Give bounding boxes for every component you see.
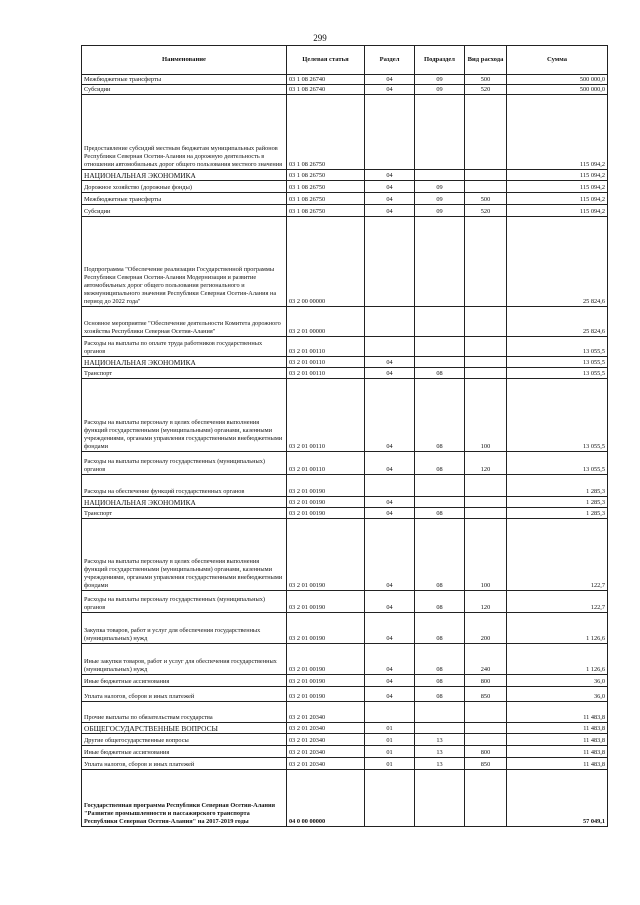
- cell-name: Другие общегосударственные вопросы: [82, 734, 287, 746]
- cell-sum: 1 126,6: [507, 644, 608, 675]
- cell-sum: 57 049,1: [507, 770, 608, 827]
- cell-code: 03 2 01 00110: [287, 379, 365, 452]
- cell-sum: 115 094,2: [507, 170, 608, 181]
- cell-name: Прочие выплаты по обязательствам государства: [82, 702, 287, 723]
- cell-section: 04: [365, 687, 415, 702]
- cell-section: 04: [365, 205, 415, 217]
- cell-subsection: [415, 723, 465, 734]
- cell-type: 520: [465, 85, 507, 95]
- cell-code: 03 2 01 00110: [287, 357, 365, 368]
- cell-sum: 122,7: [507, 591, 608, 613]
- cell-section: 04: [365, 170, 415, 181]
- cell-code: 03 2 01 00000: [287, 307, 365, 337]
- cell-subsection: 13: [415, 746, 465, 758]
- cell-sum: 1 126,6: [507, 613, 608, 644]
- cell-type: 850: [465, 758, 507, 770]
- table-row: [82, 379, 608, 452]
- page-number: 299: [313, 33, 327, 43]
- cell-name: Основное мероприятие "Обеспечение деятельности Комитета дорожного хозяйства Республики Северная Осетия-Алания": [82, 307, 287, 337]
- table-row: [82, 452, 608, 475]
- cell-subsection: 08: [415, 519, 465, 591]
- header-sum: Сумма: [507, 46, 608, 75]
- table-row: [82, 591, 608, 613]
- cell-subsection: 09: [415, 181, 465, 193]
- table-header-row: [82, 46, 608, 75]
- cell-section: [365, 307, 415, 337]
- cell-type: 500: [465, 193, 507, 205]
- cell-type: [465, 217, 507, 307]
- cell-subsection: 08: [415, 452, 465, 475]
- cell-sum: 13 055,5: [507, 368, 608, 379]
- cell-sum: 115 094,2: [507, 95, 608, 170]
- cell-sum: 11 483,8: [507, 746, 608, 758]
- cell-name: Иные закупки товаров, работ и услуг для обеспечения государственных (муниципальных) нужд: [82, 644, 287, 675]
- table-row: [82, 368, 608, 379]
- table-row: [82, 217, 608, 307]
- cell-name: Расходы на выплаты персоналу государственных (муниципальных) органов: [82, 452, 287, 475]
- cell-name: Расходы на выплаты по оплате труда работников государственных органов: [82, 337, 287, 357]
- cell-name: Подпрограмма "Обеспечение реализации Государственной программы Республики Северная Осетия-Алания Модернизация и развитие автомобильных дорог общего пользования регионального и межмуниципального значения Республики Северная Осетия-Алания на период до 2022 года": [82, 217, 287, 307]
- cell-code: 03 2 01 00110: [287, 452, 365, 475]
- cell-type: 100: [465, 379, 507, 452]
- table-row: [82, 357, 608, 368]
- cell-subsection: 08: [415, 644, 465, 675]
- table-row: [82, 644, 608, 675]
- table-row: [82, 205, 608, 217]
- cell-type: 800: [465, 675, 507, 687]
- cell-code: 03 2 01 00110: [287, 337, 365, 357]
- table-row: [82, 337, 608, 357]
- cell-sum: 36,0: [507, 675, 608, 687]
- cell-code: 03 1 08 26740: [287, 75, 365, 85]
- table-row: [82, 675, 608, 687]
- cell-sum: 115 094,2: [507, 193, 608, 205]
- cell-section: 04: [365, 497, 415, 508]
- cell-type: [465, 170, 507, 181]
- cell-type: 120: [465, 452, 507, 475]
- cell-code: 03 2 01 00190: [287, 508, 365, 519]
- table-row: [82, 519, 608, 591]
- cell-section: 04: [365, 368, 415, 379]
- table-row: [82, 170, 608, 181]
- cell-name: Государственная программа Республики Северная Осетия-Алания "Развитие промышленности и пассажирского транспорта Республики Северная Осетия-Алания" на 2017-2019 годы: [82, 770, 287, 827]
- cell-sum: 11 483,8: [507, 702, 608, 723]
- cell-code: 03 2 01 00190: [287, 675, 365, 687]
- cell-section: 04: [365, 508, 415, 519]
- cell-type: [465, 770, 507, 827]
- cell-code: 03 2 01 00190: [287, 497, 365, 508]
- cell-sum: 25 824,6: [507, 217, 608, 307]
- cell-code: 03 2 01 00190: [287, 591, 365, 613]
- table-row: [82, 734, 608, 746]
- table-row: [82, 475, 608, 497]
- cell-subsection: [415, 217, 465, 307]
- cell-type: 800: [465, 746, 507, 758]
- header-type: Вид расхода: [465, 46, 507, 75]
- table-row: [82, 307, 608, 337]
- cell-subsection: [415, 337, 465, 357]
- table-row: [82, 95, 608, 170]
- cell-type: [465, 475, 507, 497]
- cell-sum: 1 285,3: [507, 475, 608, 497]
- cell-type: [465, 368, 507, 379]
- cell-section: 04: [365, 181, 415, 193]
- cell-code: 03 2 01 20340: [287, 746, 365, 758]
- cell-section: 04: [365, 75, 415, 85]
- cell-sum: 500 000,0: [507, 75, 608, 85]
- table-row: [82, 770, 608, 827]
- cell-subsection: 09: [415, 193, 465, 205]
- cell-sum: 13 055,5: [507, 452, 608, 475]
- cell-name: Межбюджетные трансферты: [82, 193, 287, 205]
- cell-code: 03 2 01 20340: [287, 758, 365, 770]
- cell-name: Закупка товаров, работ и услуг для обеспечения государственных (муниципальных) нужд: [82, 613, 287, 644]
- table-row: [82, 613, 608, 644]
- cell-subsection: 08: [415, 368, 465, 379]
- cell-name: Расходы на обеспечение функций государственных органов: [82, 475, 287, 497]
- table-row: [82, 508, 608, 519]
- cell-section: 01: [365, 734, 415, 746]
- cell-section: 04: [365, 613, 415, 644]
- cell-subsection: 09: [415, 75, 465, 85]
- header-section: Раздел: [365, 46, 415, 75]
- cell-section: 04: [365, 519, 415, 591]
- cell-section: 01: [365, 758, 415, 770]
- cell-subsection: 13: [415, 758, 465, 770]
- table-row: [82, 702, 608, 723]
- cell-sum: 13 055,5: [507, 337, 608, 357]
- table-row: [82, 75, 608, 85]
- cell-code: 03 1 08 26750: [287, 181, 365, 193]
- cell-name: ОБЩЕГОСУДАРСТВЕННЫЕ ВОПРОСЫ: [82, 723, 287, 734]
- cell-sum: 500 000,0: [507, 85, 608, 95]
- cell-type: 500: [465, 75, 507, 85]
- cell-sum: 122,7: [507, 519, 608, 591]
- cell-subsection: [415, 770, 465, 827]
- table-body: [82, 75, 608, 827]
- table-row: [82, 193, 608, 205]
- cell-name: Иные бюджетные ассигнования: [82, 675, 287, 687]
- cell-code: 04 0 00 00000: [287, 770, 365, 827]
- cell-code: 03 1 08 26750: [287, 170, 365, 181]
- cell-sum: 11 483,8: [507, 723, 608, 734]
- cell-type: [465, 181, 507, 193]
- cell-subsection: [415, 307, 465, 337]
- cell-section: 04: [365, 193, 415, 205]
- cell-type: 240: [465, 644, 507, 675]
- cell-section: 04: [365, 85, 415, 95]
- cell-section: 04: [365, 379, 415, 452]
- cell-section: 04: [365, 452, 415, 475]
- cell-type: 100: [465, 519, 507, 591]
- cell-name: Иные бюджетные ассигнования: [82, 746, 287, 758]
- cell-code: 03 1 08 26750: [287, 205, 365, 217]
- cell-type: 850: [465, 687, 507, 702]
- table-row: [82, 746, 608, 758]
- cell-section: [365, 770, 415, 827]
- cell-type: 200: [465, 613, 507, 644]
- cell-subsection: 08: [415, 379, 465, 452]
- cell-subsection: 09: [415, 205, 465, 217]
- cell-subsection: 13: [415, 734, 465, 746]
- cell-name: Предоставление субсидий местным бюджетам муниципальных районов Республики Северная Осетия-Алания на дорожную деятельность в отношении автомобильных дорог общего пользования местного значения: [82, 95, 287, 170]
- cell-sum: 36,0: [507, 687, 608, 702]
- cell-type: [465, 497, 507, 508]
- cell-code: 03 2 01 00190: [287, 687, 365, 702]
- cell-type: 520: [465, 205, 507, 217]
- cell-section: [365, 337, 415, 357]
- cell-type: [465, 508, 507, 519]
- cell-name: НАЦИОНАЛЬНАЯ ЭКОНОМИКА: [82, 497, 287, 508]
- cell-subsection: 08: [415, 687, 465, 702]
- cell-section: 01: [365, 723, 415, 734]
- cell-type: [465, 734, 507, 746]
- header-name: Наименование: [82, 46, 287, 75]
- cell-section: [365, 217, 415, 307]
- cell-name: Межбюджетные трансферты: [82, 75, 287, 85]
- cell-sum: 115 094,2: [507, 181, 608, 193]
- cell-sum: 11 483,8: [507, 758, 608, 770]
- cell-code: 03 2 01 20340: [287, 734, 365, 746]
- cell-name: НАЦИОНАЛЬНАЯ ЭКОНОМИКА: [82, 357, 287, 368]
- cell-subsection: [415, 497, 465, 508]
- cell-subsection: [415, 170, 465, 181]
- cell-code: 03 2 01 00190: [287, 644, 365, 675]
- cell-name: Транспорт: [82, 368, 287, 379]
- cell-subsection: 09: [415, 85, 465, 95]
- cell-sum: 11 483,8: [507, 734, 608, 746]
- cell-type: [465, 357, 507, 368]
- header-code: Целевая статья: [287, 46, 365, 75]
- cell-name: НАЦИОНАЛЬНАЯ ЭКОНОМИКА: [82, 170, 287, 181]
- cell-name: Субсидии: [82, 85, 287, 95]
- cell-section: [365, 475, 415, 497]
- cell-subsection: 08: [415, 613, 465, 644]
- cell-code: 03 2 01 20340: [287, 723, 365, 734]
- cell-code: 03 2 01 00190: [287, 613, 365, 644]
- table-row: [82, 758, 608, 770]
- cell-code: 03 2 01 20340: [287, 702, 365, 723]
- cell-type: 120: [465, 591, 507, 613]
- cell-section: 01: [365, 746, 415, 758]
- cell-subsection: 08: [415, 591, 465, 613]
- cell-code: 03 2 00 00000: [287, 217, 365, 307]
- cell-sum: 25 824,6: [507, 307, 608, 337]
- cell-section: 04: [365, 675, 415, 687]
- cell-name: Субсидии: [82, 205, 287, 217]
- cell-subsection: [415, 95, 465, 170]
- cell-name: Уплата налогов, сборов и иных платежей: [82, 758, 287, 770]
- cell-name: Дорожное хозяйство (дорожные фонды): [82, 181, 287, 193]
- cell-name: Расходы на выплаты персоналу государственных (муниципальных) органов: [82, 591, 287, 613]
- table-row: [82, 85, 608, 95]
- cell-sum: 115 094,2: [507, 205, 608, 217]
- cell-type: [465, 702, 507, 723]
- cell-type: [465, 95, 507, 170]
- cell-code: 03 2 01 00110: [287, 368, 365, 379]
- cell-code: 03 1 08 26750: [287, 193, 365, 205]
- cell-subsection: [415, 702, 465, 723]
- cell-section: [365, 95, 415, 170]
- cell-section: 04: [365, 644, 415, 675]
- cell-subsection: [415, 357, 465, 368]
- cell-section: 04: [365, 357, 415, 368]
- cell-type: [465, 723, 507, 734]
- budget-table: [81, 45, 608, 827]
- cell-subsection: 08: [415, 675, 465, 687]
- header-subsection: Подраздел: [415, 46, 465, 75]
- cell-subsection: 08: [415, 508, 465, 519]
- table-row: [82, 687, 608, 702]
- cell-name: Уплата налогов, сборов и иных платежей: [82, 687, 287, 702]
- table-row: [82, 723, 608, 734]
- cell-sum: 1 285,3: [507, 508, 608, 519]
- cell-section: [365, 702, 415, 723]
- cell-code: 03 1 08 26750: [287, 95, 365, 170]
- cell-code: 03 1 08 26740: [287, 85, 365, 95]
- cell-subsection: [415, 475, 465, 497]
- table-row: [82, 497, 608, 508]
- table-row: [82, 181, 608, 193]
- cell-code: 03 2 01 00190: [287, 519, 365, 591]
- cell-sum: 1 285,3: [507, 497, 608, 508]
- cell-name: Расходы на выплаты персоналу в целях обеспечения выполнения функций государственными (муниципальными) органами, казенными учреждениями, органами управления государственными внебюджетными фондами: [82, 519, 287, 591]
- cell-name: Расходы на выплаты персоналу в целях обеспечения выполнения функций государственными (муниципальными) органами, казенными учреждениями, органами управления государственными внебюджетными фондами: [82, 379, 287, 452]
- cell-type: [465, 337, 507, 357]
- cell-sum: 13 055,5: [507, 357, 608, 368]
- cell-name: Транспорт: [82, 508, 287, 519]
- cell-code: 03 2 01 00190: [287, 475, 365, 497]
- cell-section: 04: [365, 591, 415, 613]
- cell-type: [465, 307, 507, 337]
- cell-sum: 13 055,5: [507, 379, 608, 452]
